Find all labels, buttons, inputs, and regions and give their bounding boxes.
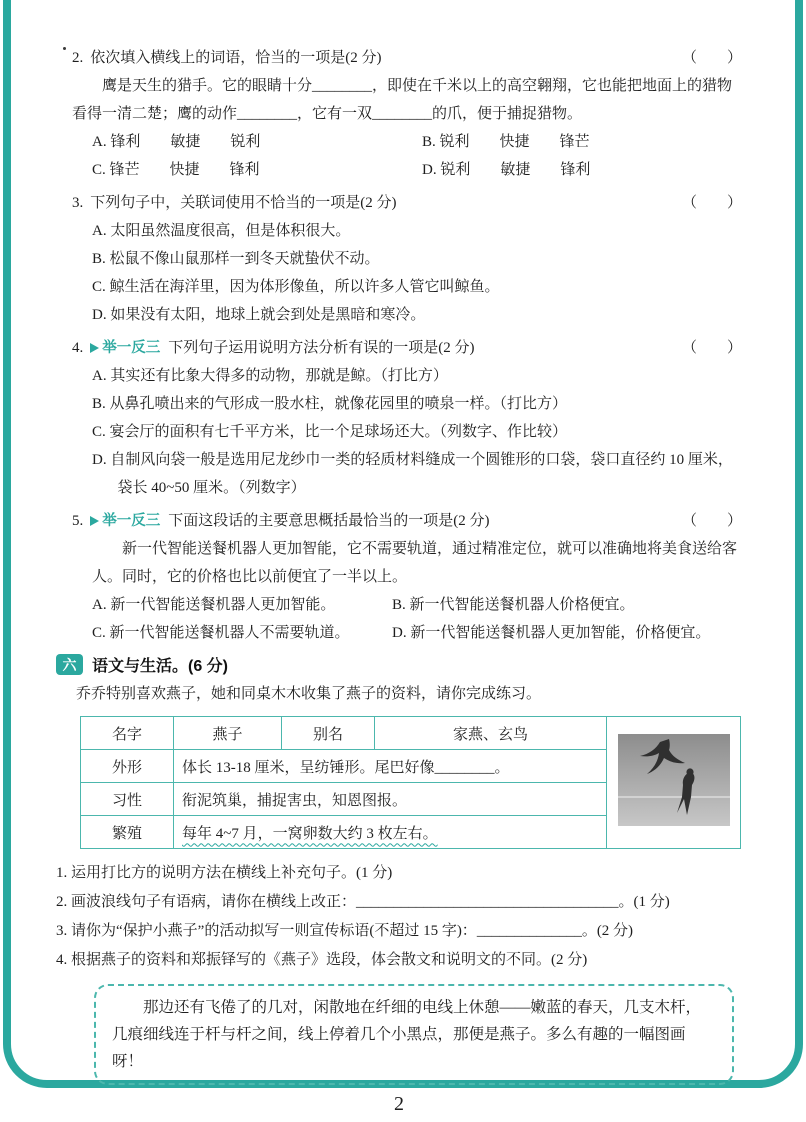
sub-question-3 — [56, 917, 742, 946]
table-header-habit: 习性 — [81, 783, 174, 816]
excerpt-box — [94, 984, 734, 1085]
question-text: 依次填入横线上的词语，恰当的一项是(2 分) — [90, 50, 382, 66]
option-c: C. 锋芒 快捷 锋利 — [92, 162, 260, 178]
option-c: C. 宴会厅的面积有七千平方米，比一个足球场还大。（列数字、作比较） — [92, 424, 568, 440]
sub-question-tail: 。(2 分) — [581, 923, 634, 939]
option-b: B. 新一代智能送餐机器人价格便宜。 — [392, 597, 635, 613]
option-c: C. 鲸生活在海洋里，因为体形像鱼，所以许多人管它叫鲸鱼。 — [92, 279, 500, 295]
option-d: D. 自制风向袋一般是选用尼龙纱巾一类的轻质材料缝成一个圆锥形的口袋，袋口直径约 10 厘米，袋长 40~50 厘米。（列数字） — [92, 452, 733, 496]
question-5 — [72, 507, 742, 647]
answer-bracket: （ ） — [681, 50, 742, 66]
question-3 — [72, 189, 742, 329]
question-text: 下列句子运用说明方法分析有误的一项是(2 分) — [168, 340, 475, 356]
section-title: 语文与生活。(6 分) — [92, 658, 229, 675]
extension-tag — [90, 507, 160, 535]
question-text: 下面这段话的主要意思概括最恰当的一项是(2 分) — [168, 513, 490, 529]
question-2 — [72, 44, 742, 184]
arrow-icon — [90, 516, 99, 526]
section-header — [56, 653, 742, 676]
section-badge: 六 — [56, 654, 83, 675]
section-intro: 乔乔特别喜欢燕子，她和同桌木木收集了燕子的资料，请你完成练习。 — [76, 686, 542, 702]
table-value-appearance: 体长 13-18 厘米，呈纺锤形。尾巴好像________。 — [174, 750, 607, 783]
table-row — [81, 717, 741, 750]
wavy-underlined-sentence: 每年 4~7 月，一窝卵数大约 3 枚左右。 — [182, 825, 438, 842]
table-header-name: 名字 — [81, 717, 174, 750]
option-b: B. 从鼻孔喷出来的气形成一股水柱，就像花园里的喷泉一样。（打比方） — [92, 396, 568, 412]
question-2-title-row — [72, 44, 742, 72]
option-b: B. 松鼠不像山鼠那样一到冬天就蛰伏不动。 — [92, 251, 380, 267]
answer-blank: ______________ — [476, 923, 582, 939]
arrow-icon — [90, 343, 99, 353]
option-d: D. 新一代智能送餐机器人更加智能，价格便宜。 — [392, 625, 711, 641]
extension-tag — [90, 334, 160, 362]
options-grid — [72, 128, 742, 184]
question-passage: 新一代智能送餐机器人更加智能，它不需要轨道，通过精准定位，就可以准确地将美食送给客人。同时，它的价格也比以前便宜了一半以上。 — [92, 541, 738, 585]
question-4-title-row — [72, 334, 742, 362]
question-4 — [72, 334, 742, 502]
table-value-name: 燕子 — [174, 717, 282, 750]
sub-question-2 — [56, 888, 742, 917]
option-a: A. 锋利 敏捷 锐利 — [92, 134, 261, 150]
options-list — [72, 217, 742, 329]
option-c: C. 新一代智能送餐机器人不需要轨道。 — [92, 625, 350, 641]
sub-question-text: 4. 根据燕子的资料和郑振铎写的《燕子》选段，体会散文和说明文的不同。(2 分) — [56, 952, 588, 968]
sub-question-text: 1. 运用打比方的说明方法在横线上补充句子。(1 分) — [56, 865, 393, 881]
swallow-info-table — [80, 716, 741, 849]
table-header-alias: 别名 — [282, 717, 375, 750]
question-number: 5. — [72, 513, 84, 529]
options-grid — [72, 591, 742, 647]
answer-bracket: （ ） — [681, 195, 742, 211]
sub-question-4 — [56, 946, 742, 975]
table-value-alias: 家燕、玄鸟 — [375, 717, 607, 750]
table-value-breeding — [174, 816, 607, 849]
question-number: 4. — [72, 340, 84, 356]
option-a: A. 太阳虽然温度很高，但是体积很大。 — [92, 223, 351, 239]
question-number: 2. — [72, 50, 84, 66]
option-a: A. 其实还有比象大得多的动物，那就是鲸。（打比方） — [92, 368, 448, 384]
question-text: 下列句子中，关联词使用不恰当的一项是(2 分) — [90, 195, 397, 211]
table-value-habit: 衔泥筑巢，捕捉害虫，知恩图报。 — [174, 783, 607, 816]
sub-question-text: 2. 画波浪线句子有语病，请你在横线上改正： — [56, 894, 357, 910]
sub-question-1 — [56, 859, 742, 888]
question-number: 3. — [72, 195, 84, 211]
sub-question-tail: 。(1 分) — [618, 894, 670, 910]
answer-bracket: （ ） — [681, 340, 742, 356]
sub-questions — [56, 859, 742, 975]
photo-cell — [607, 717, 741, 849]
question-passage: 鹰是天生的猎手。它的眼睛十分________，即使在千米以上的高空翱翔，它也能把地面上的猎物看得一清二楚；鹰的动作________，它有一双________的爪，便于捕捉猎物。 — [72, 78, 733, 122]
answer-blank: ___________________________________ — [356, 894, 619, 910]
answer-bracket: （ ） — [681, 513, 742, 529]
option-d: D. 如果没有太阳，地球上就会到处是黑暗和寒冷。 — [92, 307, 426, 323]
sub-question-text: 3. 请你为“保护小燕子”的活动拟写一则宣传标语(不超过 15 字)： — [56, 923, 477, 939]
table-header-breeding: 繁殖 — [81, 816, 174, 849]
section-6 — [56, 653, 742, 1085]
question-3-title-row — [72, 189, 742, 217]
option-d: D. 锐利 敏捷 锋利 — [422, 162, 591, 178]
option-b: B. 锐利 快捷 锋芒 — [422, 134, 590, 150]
question-5-title-row — [72, 507, 742, 535]
extension-tag-label: 举一反三 — [102, 340, 161, 356]
excerpt-text: 那边还有飞倦了的几对，闲散地在纤细的电线上休憩——嫩蓝的春天，几支木杆，几痕细线连于杆与杆之间，线上停着几个小黑点，那便是燕子。多么有趣的一幅图画呀！ — [112, 999, 702, 1070]
page-number: 2 — [394, 1093, 404, 1115]
extension-tag-label: 举一反三 — [102, 513, 161, 529]
table-header-appearance: 外形 — [81, 750, 174, 783]
swallows-photo — [618, 734, 730, 826]
options-list — [72, 362, 742, 502]
option-a: A. 新一代智能送餐机器人更加智能。 — [92, 597, 336, 613]
